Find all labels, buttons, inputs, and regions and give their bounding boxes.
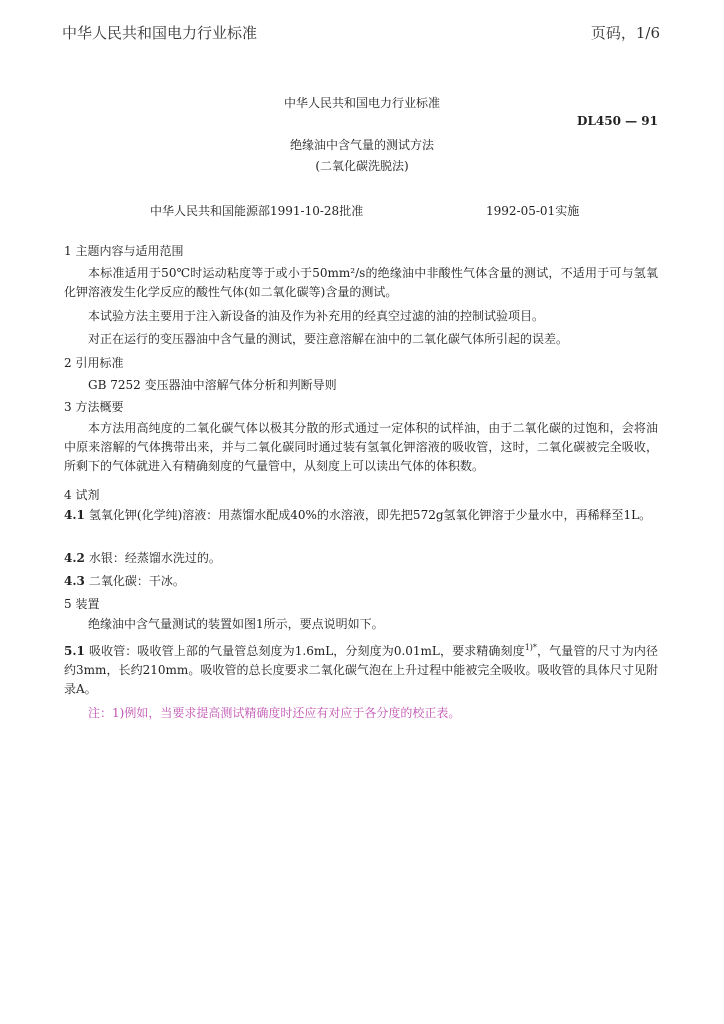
item-number: 5.1 [64,644,85,658]
doc-org-line: 中华人民共和国电力行业标准 [283,96,440,110]
item-text: 水银：经蒸馏水洗过的。 [88,551,221,565]
section-3-title: 3 方法概要 [64,400,124,414]
section-2-title: 2 引用标准 [64,356,124,370]
item-number: 4.2 [64,551,85,565]
section-4-item-2 [64,549,658,568]
item-number: 4.3 [64,574,85,588]
doc-title: 绝缘油中含气量的测试方法 [289,138,434,152]
section-5-paragraph-1: 绝缘油中含气量测试的装置如图1所示，要点说明如下。 [88,617,384,631]
section-2-paragraph-1: GB 7252 变压器油中溶解气体分析和判断导则 [88,378,337,392]
page-number: 页码，1/6 [590,24,660,42]
section-3-paragraph-1: 本方法用高纯度的二氧化碳气体以极其分散的形式通过一定体积的试样油，由于二氧化碳的过饱和，会将油中原来溶解的气体携带出来，并与二氧化碳同时通过装有氢氧化钾溶液的吸收管，这时，二氧化碳被完全吸收，所剩下的气体就进入有精确刻度的气量管中，从刻度上可以读出气体的体积数。 [64,421,658,473]
section-5-note: 注：1)例如，当要求提高测试精确度时还应有对应于各分度的校正表。 [88,706,461,720]
section-1-paragraph-3: 对正在运行的变压器油中含气量的测试，要注意溶解在油中的二氧化碳气体所引起的误差。 [88,332,569,346]
item-number: 4.1 [64,508,85,522]
doc-subtitle: (二氧化碳洗脱法) [315,159,409,173]
section-1-paragraph-1: 本标准适用于50℃时运动粘度等于或小于50mm²/s的绝缘油中非酸性气体含量的测试，不适用于可与氢氧化钾溶液发生化学反应的酸性气体(如二氧化碳等)含量的测试。 [64,266,658,299]
item-text-b: ，气量管的尺寸为内径约3mm，长约210mm。吸收管的总长度要求二氧化碳气泡在上升过程中能被完全吸收。吸收管的具体尺寸见附录A。 [64,644,658,696]
section-4-item-3 [64,572,658,591]
header-org: 中华人民共和国电力行业标准 [62,24,258,42]
section-1-title: 1 主题内容与适用范围 [64,244,184,258]
section-5-title: 5 装置 [64,597,100,611]
section-1-paragraph-2: 本试验方法主要用于注入新设备的油及作为补充用的经真空过滤的油的控制试验项目。 [88,309,545,323]
item-text: 二氧化碳：干冰。 [88,574,185,588]
doc-issued: 中华人民共和国能源部1991-10-28批准 [150,204,364,218]
section-4-item-1 [64,506,658,525]
section-5-item-1 [64,638,658,699]
section-4-title: 4 试剂 [64,488,100,502]
doc-effective: 1992-05-01实施 [486,204,580,218]
item-text-a: 吸收管：吸收管上部的气量管总刻度为1.6mL，分刻度为0.01mL，要求精确刻度 [88,644,525,658]
doc-code: DL450 — 91 [577,114,658,128]
item-text: 氢氧化钾(化学纯)溶液：用蒸馏水配成40%的水溶液，即先把572g氢氧化钾溶于少量水中，再稀释至1L。 [88,508,652,522]
footnote-marker: 1)* [524,643,537,652]
